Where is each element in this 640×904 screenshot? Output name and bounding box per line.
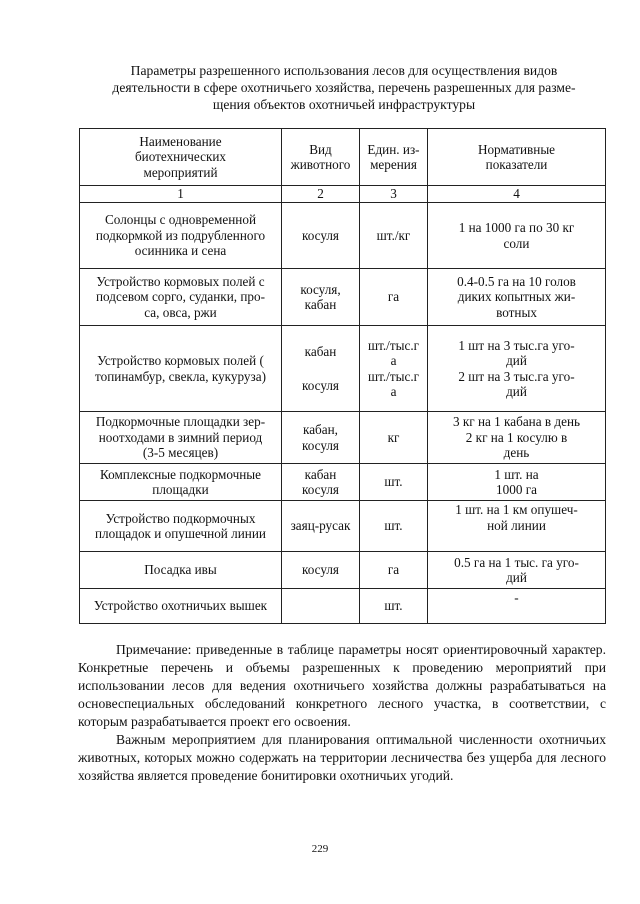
table-row [80, 552, 606, 589]
title-line: деятельности в сфере охотничьего хозяйства, перечень разрешенных для разме- [112, 80, 576, 95]
note-paragraph: Примечание: приведенные в таблице параметры носят ориентировочный характер. Конкретные перечень и объемы разрешенных к проведению мероприятий при использовании лесов для ведения охотничьего хозяйства должны разрабатываться на основеспециальных обследований конкретного лесного участка, в соответствии, с которым разрабатывается проект его освоения. [78, 642, 606, 729]
title-line: щения объектов охотничьей инфраструктуры [212, 97, 476, 112]
cell-name: Устройство кормовых полей ( топинамбур, свекла, кукуруза) [80, 326, 282, 412]
cell-unit: шт. [360, 589, 428, 624]
cell-unit: шт. [360, 464, 428, 501]
table-row [80, 203, 606, 269]
cell-name: Устройство подкормочных площадок и опушечной линии [80, 501, 282, 552]
cell-animal: кабан, косуля [282, 412, 360, 464]
column-number: 3 [360, 186, 428, 203]
parameters-table [79, 128, 606, 624]
header-animal: Вид животного [282, 129, 360, 186]
header-norm: Нормативные показатели [428, 129, 606, 186]
cell-unit: шт./тыс.г а шт./тыс.г а [360, 326, 428, 412]
table-header-row [80, 129, 606, 186]
cell-norm: 1 шт. на 1 км опушеч- ной линии [428, 501, 606, 552]
cell-norm: 1 шт на 3 тыс.га уго- дий 2 шт на 3 тыс.га уго- дий [428, 326, 606, 412]
table-row [80, 326, 606, 412]
cell-norm: 0.5 га на 1 тыс. га уго- дий [428, 552, 606, 589]
cell-animal: косуля [282, 552, 360, 589]
header-name: Наименование биотехнических мероприятий [80, 129, 282, 186]
column-number: 1 [80, 186, 282, 203]
cell-unit: шт./кг [360, 203, 428, 269]
table-number-row [80, 186, 606, 203]
cell-name: Подкормочные площадки зер- ноотходами в зимний период (3-5 месяцев) [80, 412, 282, 464]
note-text [78, 641, 606, 785]
cell-unit: кг [360, 412, 428, 464]
cell-norm: 1 на 1000 га по 30 кг соли [428, 203, 606, 269]
header-unit: Един. из- мерения [360, 129, 428, 186]
cell-animal: кабан косуля [282, 464, 360, 501]
cell-animal: косуля, кабан [282, 269, 360, 326]
table-row [80, 501, 606, 552]
note-paragraph: Важным мероприятием для планирования оптимальной численности охотничьих животных, которых можно содержать на территории лесничества без ущерба для лесного хозяйства является проведение бонитировки охотничьих угодий. [78, 732, 606, 783]
cell-norm: 0.4-0.5 га на 10 голов диких копытных жи- вотных [428, 269, 606, 326]
cell-animal: кабан косуля [282, 326, 360, 412]
cell-unit: га [360, 269, 428, 326]
page-number: 229 [311, 843, 329, 855]
cell-norm: 1 шт. на 1000 га [428, 464, 606, 501]
table-row [80, 412, 606, 464]
cell-animal [282, 589, 360, 624]
table-row [80, 464, 606, 501]
cell-name: Комплексные подкормочные площадки [80, 464, 282, 501]
column-number: 4 [428, 186, 606, 203]
title-line: Параметры разрешенного использования лесов для осуществления видов [130, 63, 558, 78]
cell-norm: - [428, 589, 606, 624]
cell-unit: шт. [360, 501, 428, 552]
cell-animal: косуля [282, 203, 360, 269]
cell-norm: 3 кг на 1 кабана в день 2 кг на 1 косулю в день [428, 412, 606, 464]
cell-unit: га [360, 552, 428, 589]
table-row [80, 589, 606, 624]
cell-name: Солонцы с одновременной подкормкой из подрубленного осинника и сена [80, 203, 282, 269]
cell-name: Посадка ивы [80, 552, 282, 589]
cell-name: Устройство охотничьих вышек [80, 589, 282, 624]
cell-animal: заяц-русак [282, 501, 360, 552]
column-number: 2 [282, 186, 360, 203]
table-row [80, 269, 606, 326]
cell-name: Устройство кормовых полей с подсевом сорго, суданки, про- са, овса, ржи [80, 269, 282, 326]
document-title [84, 62, 604, 113]
